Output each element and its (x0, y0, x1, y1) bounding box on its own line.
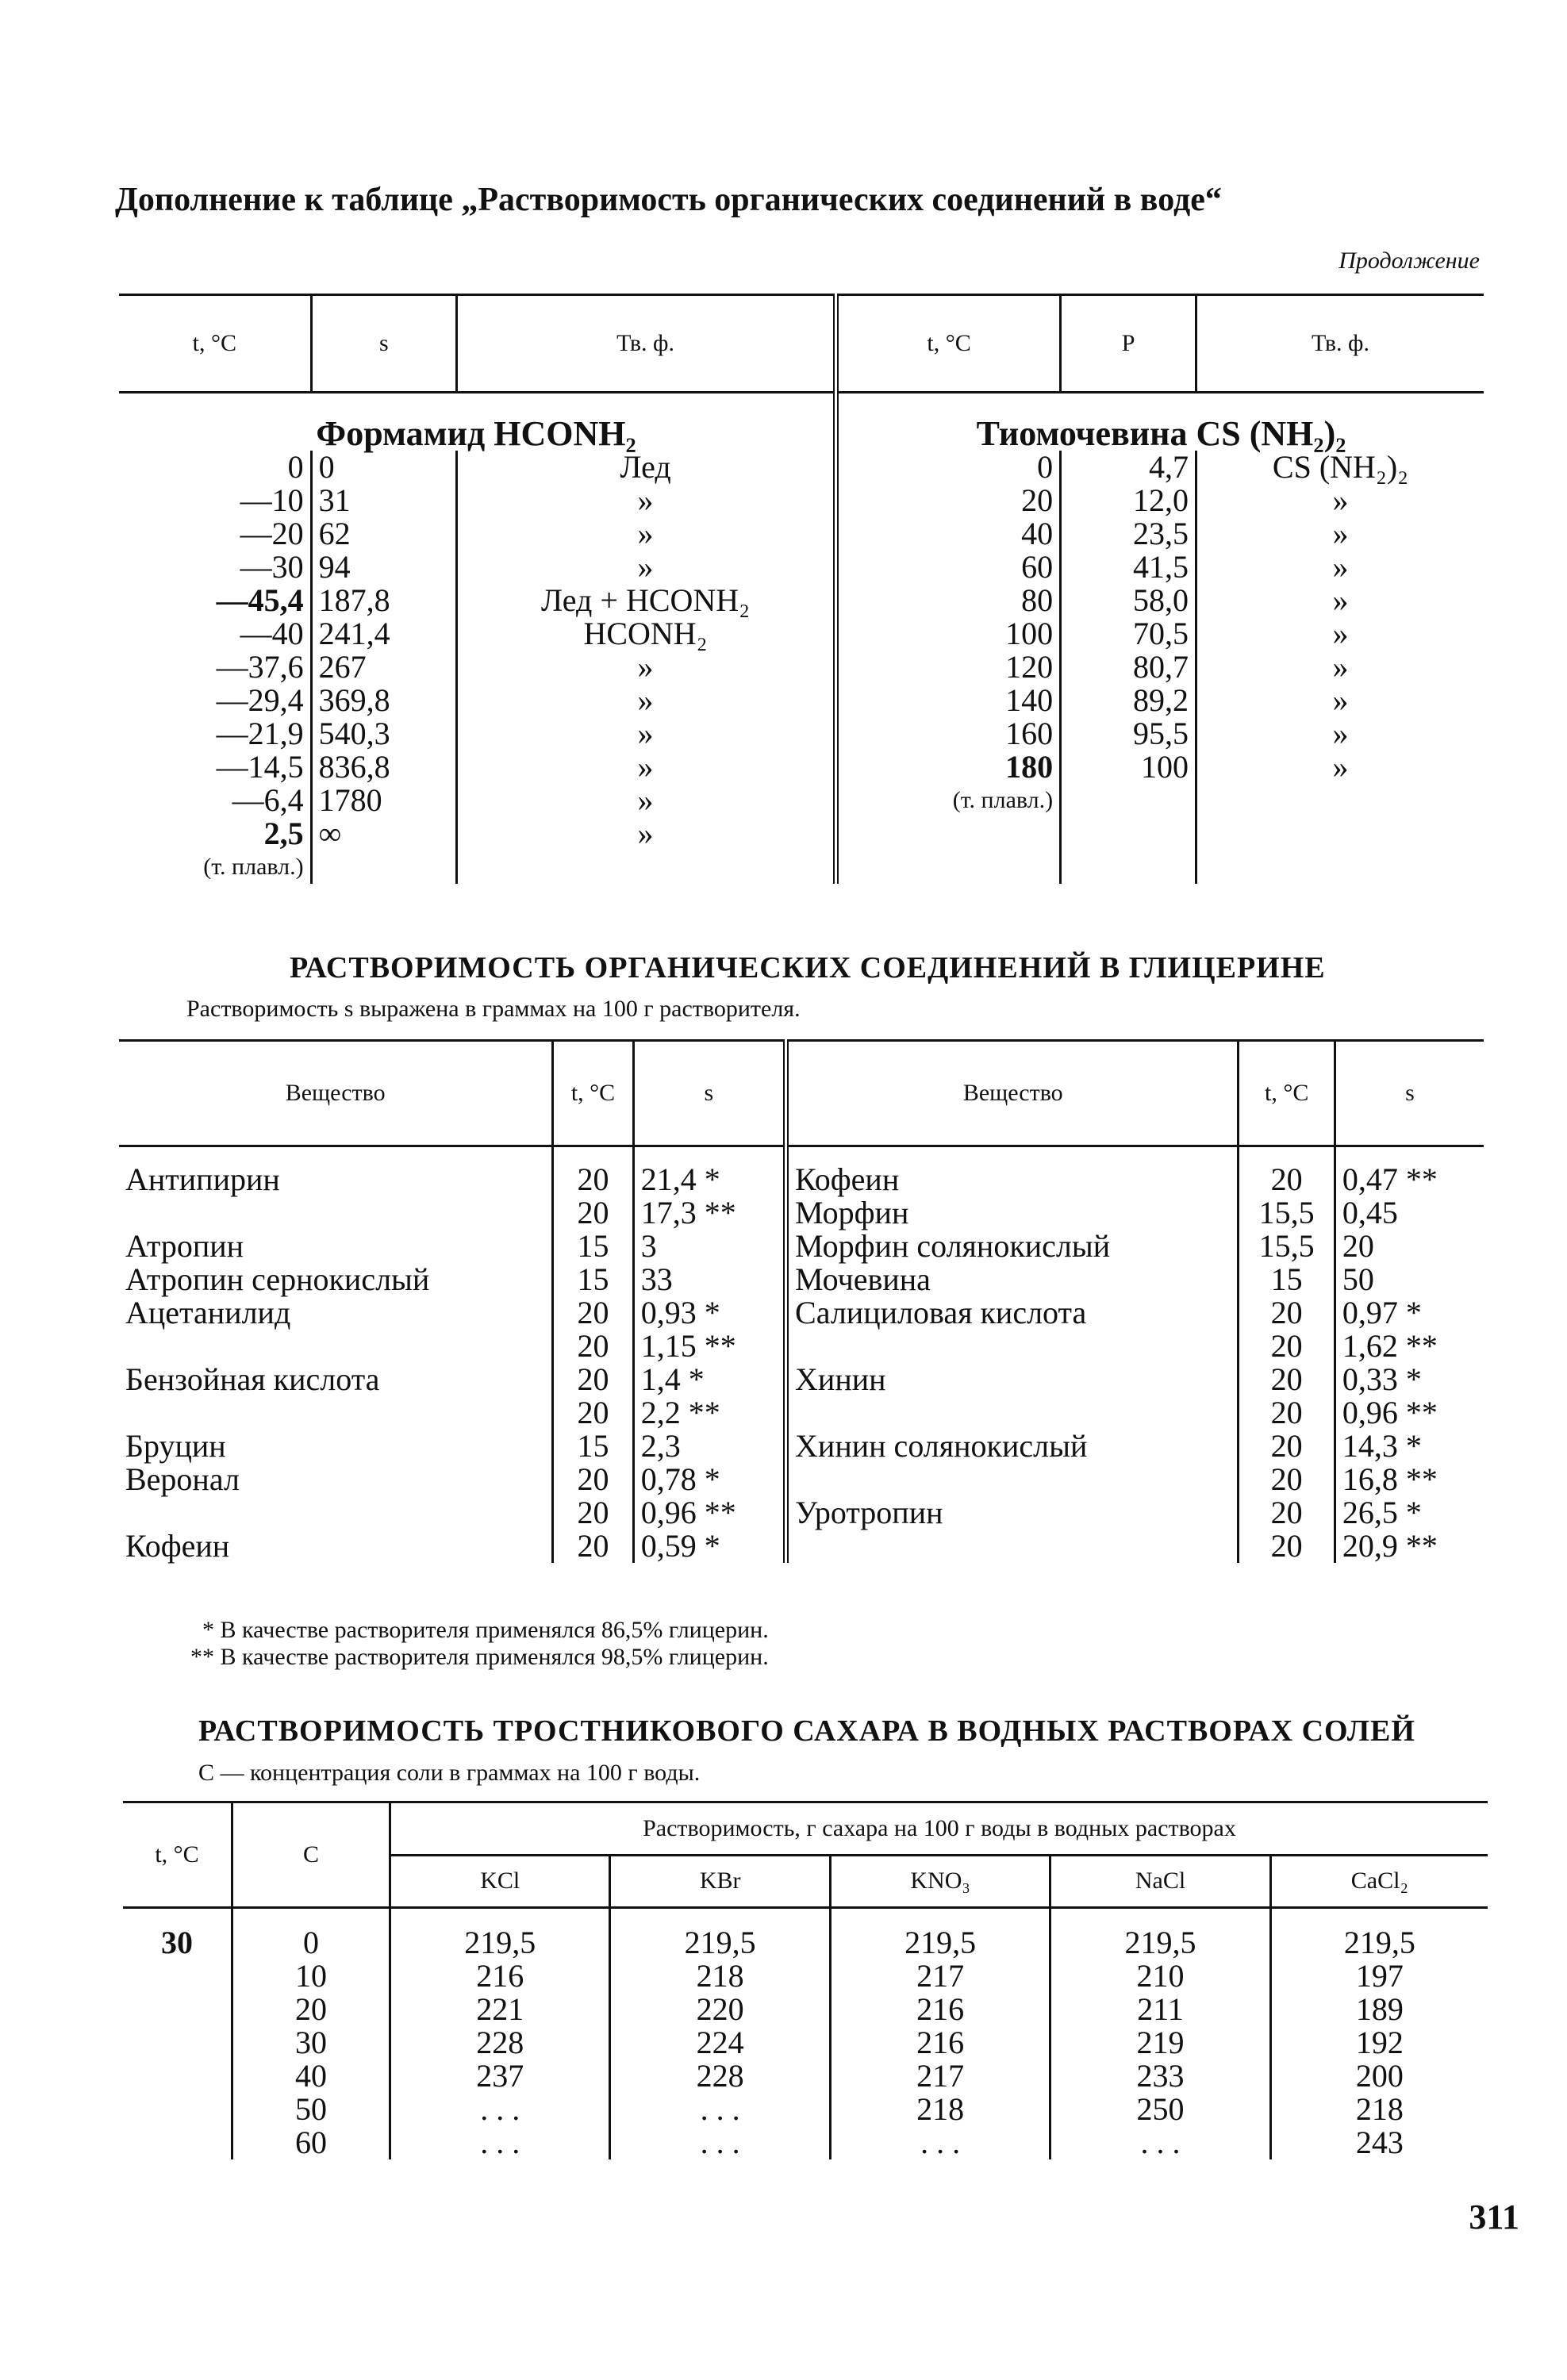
table-cell: 250 (1050, 2093, 1270, 2126)
table-cell: » (1196, 484, 1484, 517)
section-right-title: Тиомочевина CS (NH₂)₂ (836, 393, 1484, 451)
table-cell: 20 (553, 1296, 633, 1330)
table-row (123, 2093, 1488, 2126)
table-cell: —45,4 (216, 582, 304, 618)
table-cell: 15 (1239, 1263, 1335, 1296)
table-cell: 221 (390, 1993, 610, 2026)
table-cell: 12,0 (1061, 484, 1196, 517)
table-cell: Морфин (786, 1196, 1239, 1230)
table-cell: 60 (836, 551, 1061, 584)
table-cell: —37,6 (216, 649, 304, 685)
table-row (119, 451, 1484, 484)
footnote-2: ** В качестве растворителя применялся 98,5% глицерин. (190, 1644, 769, 1670)
table-cell: . . . (610, 2126, 830, 2159)
table-cell (1196, 817, 1484, 850)
header-cell: t, °C (553, 1041, 633, 1146)
table-row (119, 517, 1484, 551)
table-cell: 2,5 (263, 816, 304, 851)
table-cell: 20 (1239, 1296, 1335, 1330)
table-row (119, 617, 1484, 651)
table-cell: (т. плавл.) (836, 784, 1061, 817)
table-cell: 30 (161, 1925, 193, 1960)
table-cell: Уротропин (786, 1496, 1239, 1530)
table-cell: 228 (390, 2026, 610, 2059)
table-cell: . . . (830, 2126, 1050, 2159)
table-cell: Атропин (125, 1228, 244, 1264)
header-cell: s (311, 295, 456, 393)
table-cell: » (457, 717, 836, 750)
table-cell (1061, 817, 1196, 850)
table-cell: 219,5 (1270, 1908, 1488, 1960)
table-cell: 31 (311, 484, 456, 517)
header-cell: NaCl (1050, 1855, 1270, 1908)
table-cell: 211 (1050, 1993, 1270, 2026)
table-cell: Кофеин (125, 1528, 230, 1564)
header-cell: Вещество (786, 1041, 1239, 1146)
table-cell: 20 (1239, 1363, 1335, 1396)
table-cell: » (457, 551, 836, 584)
table-cell (123, 1960, 232, 1993)
table-row (119, 1263, 1484, 1296)
table-cell: 70,5 (1061, 617, 1196, 651)
table-cell: Ацетанилид (125, 1295, 291, 1330)
table-cell: 217 (830, 2059, 1050, 2093)
table-cell: 20 (1239, 1463, 1335, 1496)
table-cell: 20 (553, 1496, 633, 1530)
table-cell: 30 (232, 2026, 390, 2059)
table-cell: 189 (1270, 1993, 1488, 2026)
table-cell: 20 (1239, 1146, 1335, 1197)
table-cell (786, 1530, 1239, 1563)
table-cell: 0,33 * (1335, 1363, 1484, 1396)
sugar-table (123, 1801, 1488, 2159)
table-cell: 0,96 ** (633, 1496, 785, 1530)
table-cell: » (457, 517, 836, 551)
table-cell (123, 1993, 232, 2026)
table-cell: Бруцин (125, 1428, 226, 1464)
table-row (123, 2026, 1488, 2059)
table-cell: » (1196, 517, 1484, 551)
header-cell: t, °C (192, 330, 236, 356)
table-row (119, 1230, 1484, 1263)
table-cell: 58,0 (1061, 584, 1196, 617)
table-row (119, 1463, 1484, 1496)
table-cell: 267 (311, 651, 456, 684)
table-row (119, 651, 1484, 684)
table-cell: 0 (232, 1908, 390, 1960)
table-cell (457, 850, 836, 884)
table-cell: . . . (1050, 2126, 1270, 2159)
header-cell: P (1061, 295, 1196, 393)
table-cell: 2,3 (633, 1430, 785, 1463)
table-cell: 217 (830, 1960, 1050, 1993)
header-cell: s (633, 1041, 785, 1146)
table-cell: 20 (553, 1146, 633, 1197)
table-cell: HCONH₂ (457, 617, 836, 651)
table-cell: Мочевина (786, 1263, 1239, 1296)
table-cell: 100 (1061, 750, 1196, 784)
table-cell: 20 (1335, 1230, 1484, 1263)
table-cell: Салициловая кислота (786, 1296, 1239, 1330)
table-row (119, 1496, 1484, 1530)
table-cell: CS (NH₂)₂ (1196, 451, 1484, 484)
table-cell (836, 817, 1061, 850)
table-cell: 41,5 (1061, 551, 1196, 584)
table-cell: » (1196, 684, 1484, 717)
table-cell: 20 (553, 1463, 633, 1496)
table-row (119, 1396, 1484, 1430)
header-cell: KCl (390, 1855, 610, 1908)
table-cell (123, 2059, 232, 2093)
table-cell: Бензойная кислота (125, 1361, 380, 1397)
table-cell: 160 (836, 717, 1061, 750)
table-cell: 33 (633, 1263, 785, 1296)
table-cell: 14,3 * (1335, 1430, 1484, 1463)
table-cell: —6,4 (232, 782, 304, 818)
table-cell: 2,2 ** (633, 1396, 785, 1430)
header-cell: t, °C (1239, 1041, 1335, 1146)
glycerin-section-title: РАСТВОРИМОСТЬ ОРГАНИЧЕСКИХ СОЕДИНЕНИЙ В ГЛИЦЕРИНЕ (290, 951, 1326, 985)
table-cell: —30 (240, 549, 304, 585)
continuation-label: Продолжение (1338, 248, 1480, 274)
table-cell (311, 850, 456, 884)
table-row (119, 850, 1484, 884)
formamide-thiourea-table (119, 294, 1484, 884)
header-cell: Растворимость, г сахара на 100 г воды в водных растворах (390, 1802, 1488, 1856)
table-cell: 89,2 (1061, 684, 1196, 717)
table-row (119, 717, 1484, 750)
table-cell: 3 (633, 1230, 785, 1263)
page-title: Дополнение к таблице „Растворимость органических соединений в воде“ (115, 182, 1222, 218)
table-cell: 15 (553, 1430, 633, 1463)
table-row (119, 1363, 1484, 1396)
table-cell: 216 (830, 2026, 1050, 2059)
table-cell: 228 (610, 2059, 830, 2093)
table-cell: 20,9 ** (1335, 1530, 1484, 1563)
table-cell: 0 (287, 449, 304, 485)
table-cell: 219,5 (1050, 1908, 1270, 1960)
table-row (119, 584, 1484, 617)
table-cell: 20 (232, 1993, 390, 2026)
table-cell: 20 (1239, 1396, 1335, 1430)
table-cell: 20 (1239, 1330, 1335, 1363)
table-cell: 60 (232, 2126, 390, 2159)
table-cell: 4,7 (1061, 451, 1196, 484)
table-cell: 219,5 (830, 1908, 1050, 1960)
table-cell: 140 (836, 684, 1061, 717)
sugar-subtitle: C — концентрация соли в граммах на 100 г воды. (198, 1760, 701, 1786)
table-cell: 20 (553, 1530, 633, 1563)
table-row (119, 784, 1484, 817)
table-cell: 1,4 * (633, 1363, 785, 1396)
table-cell (119, 1330, 553, 1363)
table-cell: 0,47 ** (1335, 1146, 1484, 1197)
table-cell: 50 (1335, 1263, 1484, 1296)
table-row (119, 1430, 1484, 1463)
table-row (123, 1908, 1488, 1960)
table-cell: 15 (553, 1230, 633, 1263)
table-cell: 0,59 * (633, 1530, 785, 1563)
table-cell: 187,8 (311, 584, 456, 617)
table-cell: (т. плавл.) (203, 854, 304, 880)
table-cell (1196, 850, 1484, 884)
table-row (123, 1960, 1488, 1993)
table-cell (119, 1396, 553, 1430)
table-row (119, 750, 1484, 784)
table-cell: » (457, 684, 836, 717)
table-cell: » (457, 784, 836, 817)
table-row (119, 484, 1484, 517)
table-cell: 20 (553, 1363, 633, 1396)
table-cell: 216 (390, 1960, 610, 1993)
table-cell: —20 (240, 516, 304, 551)
table-cell: 94 (311, 551, 456, 584)
table-cell: 20 (1239, 1530, 1335, 1563)
table-cell: 0,97 * (1335, 1296, 1484, 1330)
table-row (119, 1196, 1484, 1230)
table-cell: » (1196, 651, 1484, 684)
table-cell: 224 (610, 2026, 830, 2059)
table-cell: —29,4 (216, 682, 304, 718)
table-cell: 21,4 * (633, 1146, 785, 1197)
table-cell: . . . (390, 2126, 610, 2159)
table-cell: » (457, 651, 836, 684)
table-cell: 100 (836, 617, 1061, 651)
table-cell: Морфин солянокислый (786, 1230, 1239, 1263)
table-cell: ∞ (311, 817, 456, 850)
table-cell: » (1196, 750, 1484, 784)
header-cell: t, °C (155, 1841, 199, 1868)
table-cell: —14,5 (216, 749, 304, 785)
table-row (123, 1993, 1488, 2026)
table-cell: . . . (610, 2093, 830, 2126)
table-cell: 1,62 ** (1335, 1330, 1484, 1363)
table-cell: 0,96 ** (1335, 1396, 1484, 1430)
table-row (123, 2126, 1488, 2159)
table-cell: 120 (836, 651, 1061, 684)
table-cell: 836,8 (311, 750, 456, 784)
table-cell: » (1196, 551, 1484, 584)
table-cell: 26,5 * (1335, 1496, 1484, 1530)
table-cell: 15 (553, 1263, 633, 1296)
header-cell: C (232, 1802, 390, 1908)
table-cell: 50 (232, 2093, 390, 2126)
table-cell: 216 (830, 1993, 1050, 2026)
table-cell: 20 (553, 1330, 633, 1363)
table-cell: Антипирин (125, 1161, 280, 1197)
table-cell: » (457, 750, 836, 784)
table-cell: 369,8 (311, 684, 456, 717)
table-cell (1061, 850, 1196, 884)
table-cell: 218 (1270, 2093, 1488, 2126)
table-cell: . . . (390, 2093, 610, 2126)
table-cell: » (457, 817, 836, 850)
table-cell: 40 (836, 517, 1061, 551)
table-cell: Лед (457, 451, 836, 484)
table-row (119, 1296, 1484, 1330)
page-number: 311 (1469, 2198, 1519, 2236)
table-cell (119, 1196, 553, 1230)
table-cell: » (1196, 617, 1484, 651)
table-cell: 233 (1050, 2059, 1270, 2093)
table-cell: 95,5 (1061, 717, 1196, 750)
table-cell: Кофеин (786, 1146, 1239, 1197)
table-cell: 1780 (311, 784, 456, 817)
table-row (123, 2059, 1488, 2093)
table-cell: » (457, 484, 836, 517)
table-cell (1196, 784, 1484, 817)
table-cell: 219,5 (390, 1908, 610, 1960)
table-row (119, 1146, 1484, 1197)
table-cell: 220 (610, 1993, 830, 2026)
table-cell: 40 (232, 2059, 390, 2093)
table-cell: 243 (1270, 2126, 1488, 2159)
table-cell: 80 (836, 584, 1061, 617)
table-cell: 17,3 ** (633, 1196, 785, 1230)
table-cell: 237 (390, 2059, 610, 2093)
table-cell (123, 2026, 232, 2059)
table-cell: » (1196, 584, 1484, 617)
table-cell (123, 2093, 232, 2126)
table-cell: 15,5 (1239, 1230, 1335, 1263)
table-cell: 0,45 (1335, 1196, 1484, 1230)
header-cell: KBr (610, 1855, 830, 1908)
table-cell: Атропин сернокислый (125, 1261, 430, 1297)
table-cell: 218 (610, 1960, 830, 1993)
table-cell: 20 (836, 484, 1061, 517)
table-cell: 197 (1270, 1960, 1488, 1993)
table-cell (786, 1396, 1239, 1430)
table-cell: Хинин (786, 1363, 1239, 1396)
table-cell: 200 (1270, 2059, 1488, 2093)
header-cell: s (1335, 1041, 1484, 1146)
table-cell: 0,78 * (633, 1463, 785, 1496)
table-cell: Веронал (125, 1461, 240, 1497)
table-cell: 20 (553, 1396, 633, 1430)
table-cell: —21,9 (216, 716, 304, 751)
table-cell: 20 (1239, 1430, 1335, 1463)
table-cell: 62 (311, 517, 456, 551)
table-cell: 0,93 * (633, 1296, 785, 1330)
table-cell: 23,5 (1061, 517, 1196, 551)
header-cell: KNO₃ (830, 1855, 1050, 1908)
table-cell: Лед + HCONH₂ (457, 584, 836, 617)
table-cell: 192 (1270, 2026, 1488, 2059)
header-cell: CaCl₂ (1270, 1855, 1488, 1908)
table-cell: 180 (836, 750, 1061, 784)
footnote-1: * В качестве растворителя применялся 86,5% глицерин. (202, 1617, 769, 1643)
table-cell: 80,7 (1061, 651, 1196, 684)
table-cell: 219,5 (610, 1908, 830, 1960)
table-cell: 20 (1239, 1496, 1335, 1530)
header-cell: Вещество (285, 1080, 386, 1106)
table-row (119, 684, 1484, 717)
table-cell: 15,5 (1239, 1196, 1335, 1230)
table-cell: —10 (240, 482, 304, 518)
table-cell: —40 (240, 616, 304, 651)
table-cell: 0 (311, 451, 456, 484)
table-row (119, 551, 1484, 584)
header-cell: Тв. ф. (457, 295, 836, 393)
glycerin-subtitle: Растворимость s выражена в граммах на 100 г растворителя. (186, 996, 801, 1022)
glycerin-table (119, 1039, 1484, 1563)
table-cell: 241,4 (311, 617, 456, 651)
table-row (119, 1330, 1484, 1363)
table-cell (786, 1463, 1239, 1496)
table-cell: 16,8 ** (1335, 1463, 1484, 1496)
table-cell: 20 (553, 1196, 633, 1230)
table-cell (836, 850, 1061, 884)
table-cell (119, 1496, 553, 1530)
table-cell: 540,3 (311, 717, 456, 750)
table-cell (786, 1330, 1239, 1363)
section-left-title: Формамид HCONH₂ (316, 414, 636, 453)
table-cell: 0 (836, 451, 1061, 484)
header-cell: Тв. ф. (1196, 295, 1484, 393)
table-row (119, 817, 1484, 850)
table-row (119, 1530, 1484, 1563)
table-cell: 210 (1050, 1960, 1270, 1993)
table-cell (123, 2126, 232, 2159)
table-cell: Хинин солянокислый (786, 1430, 1239, 1463)
header-cell: t, °C (836, 295, 1061, 393)
table-cell: 218 (830, 2093, 1050, 2126)
table-cell (1061, 784, 1196, 817)
table-cell: 219 (1050, 2026, 1270, 2059)
table-cell: 1,15 ** (633, 1330, 785, 1363)
table-cell: 10 (232, 1960, 390, 1993)
sugar-section-title: РАСТВОРИМОСТЬ ТРОСТНИКОВОГО САХАРА В ВОДНЫХ РАСТВОРАХ СОЛЕЙ (198, 1714, 1415, 1748)
table-cell: » (1196, 717, 1484, 750)
